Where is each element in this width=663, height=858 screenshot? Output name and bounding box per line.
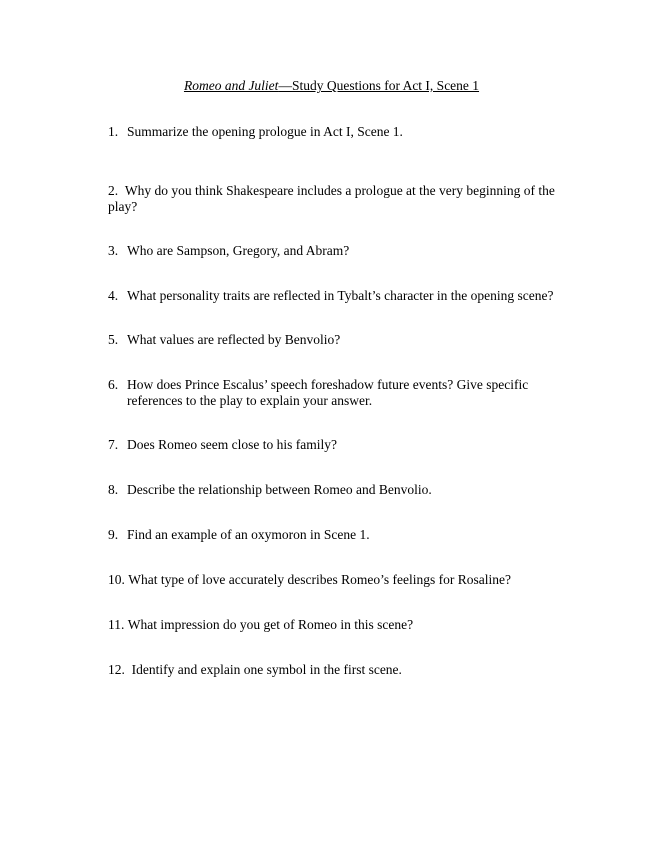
- question-text: Summarize the opening prologue in Act I, Scene 1.: [127, 124, 403, 139]
- question-number: 9.: [108, 527, 119, 542]
- question-text-continued: play?: [108, 199, 138, 214]
- question-5: [108, 332, 568, 348]
- play-title: Romeo and Juliet: [183, 78, 279, 93]
- question-text-continued: references to the play to explain your answer.: [127, 393, 373, 408]
- question-number: 12.: [108, 662, 125, 677]
- question-10: [108, 572, 568, 588]
- question-number: 3.: [108, 243, 119, 258]
- question-number: 10.: [108, 572, 125, 587]
- question-text: Why do you think Shakespeare includes a prologue at the very beginning of the: [124, 183, 555, 198]
- question-3: [108, 243, 568, 259]
- question-1: [108, 124, 568, 140]
- question-8: [108, 482, 568, 498]
- question-number: 11.: [108, 617, 125, 632]
- question-number: 2.: [108, 183, 119, 198]
- question-number: 5.: [108, 332, 119, 347]
- question-text: Identify and explain one symbol in the first scene.: [131, 662, 402, 677]
- question-number: 6.: [108, 377, 119, 392]
- question-9: [108, 527, 568, 543]
- question-text: What impression do you get of Romeo in this scene?: [127, 617, 414, 632]
- question-number: 8.: [108, 482, 119, 497]
- question-text: How does Prince Escalus’ speech foreshadow future events? Give specific: [127, 377, 529, 392]
- question-6: [108, 377, 568, 409]
- question-text: What values are reflected by Benvolio?: [127, 332, 341, 347]
- question-text: Does Romeo seem close to his family?: [127, 437, 337, 452]
- title-subtitle: —Study Questions for Act I, Scene 1: [278, 78, 480, 93]
- question-text: What personality traits are reflected in Tybalt’s character in the opening scene?: [127, 288, 554, 303]
- page-title: [0, 78, 663, 94]
- question-2: [108, 183, 568, 215]
- question-text: What type of love accurately describes Romeo’s feelings for Rosaline?: [128, 572, 511, 587]
- question-7: [108, 437, 568, 453]
- question-4: [108, 288, 568, 304]
- question-text: Describe the relationship between Romeo and Benvolio.: [127, 482, 432, 497]
- question-number: 4.: [108, 288, 119, 303]
- question-11: [108, 617, 568, 633]
- question-text: Who are Sampson, Gregory, and Abram?: [127, 243, 350, 258]
- question-12: [108, 662, 568, 678]
- question-text: Find an example of an oxymoron in Scene 1.: [127, 527, 370, 542]
- question-number: 1.: [108, 124, 119, 139]
- question-number: 7.: [108, 437, 119, 452]
